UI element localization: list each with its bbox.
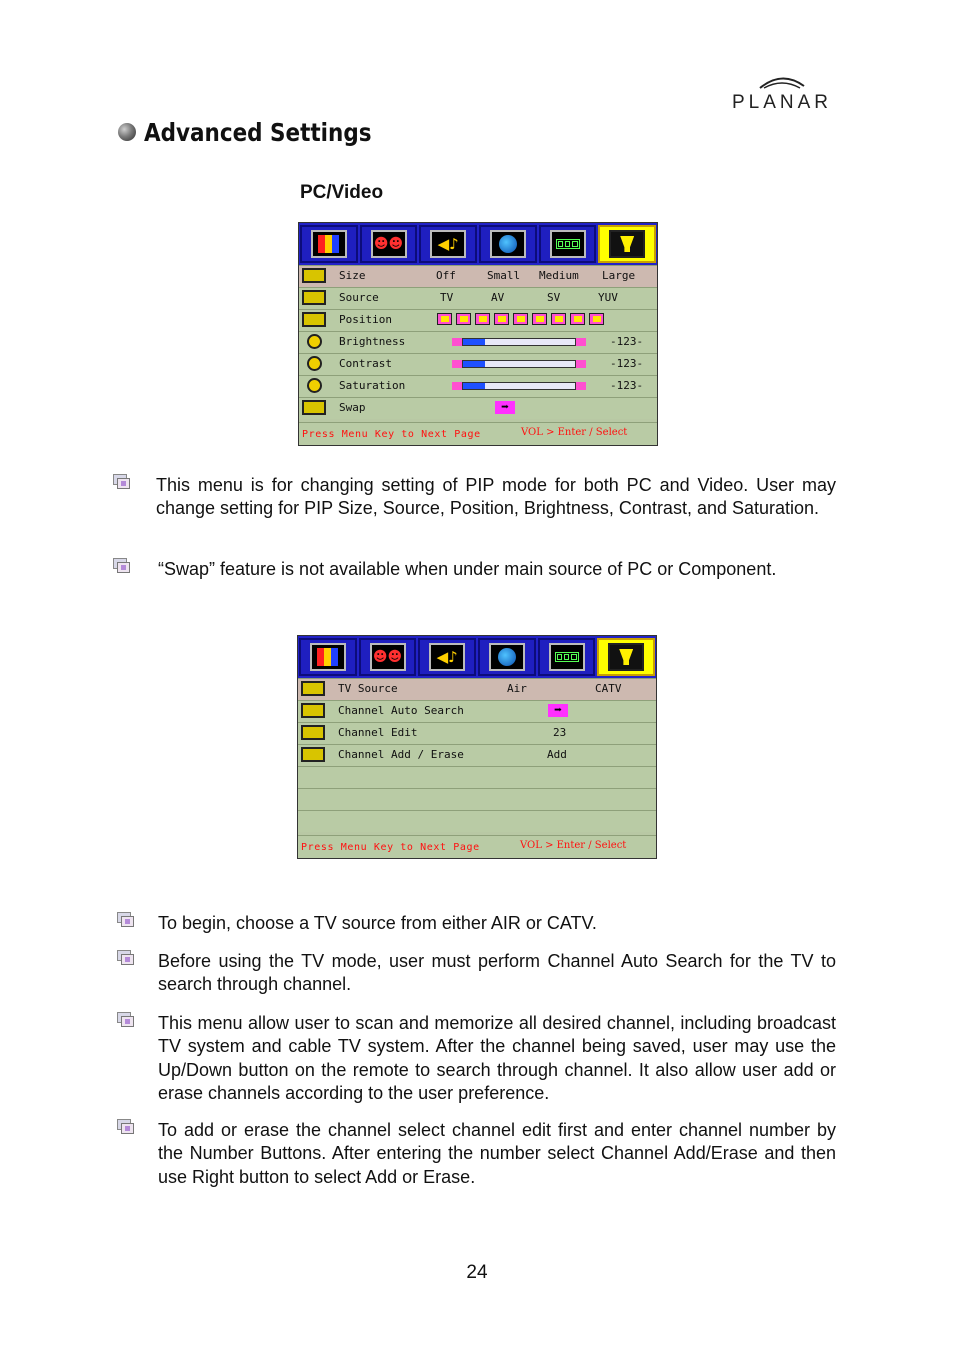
logo-arc-icon: [758, 76, 806, 90]
subheading: PC/Video: [300, 182, 384, 203]
globe-icon: [498, 648, 516, 666]
osd-tab-bar: [298, 636, 656, 678]
tab-users[interactable]: [359, 638, 417, 676]
bullet-icon: [117, 950, 135, 966]
page-number: 24: [466, 1262, 488, 1283]
position-icon: [302, 312, 326, 327]
tab-advanced[interactable]: [598, 225, 656, 263]
position-option-icon[interactable]: [551, 313, 566, 325]
enter-arrow-icon[interactable]: ➡: [548, 704, 568, 717]
tab-audio[interactable]: [419, 225, 477, 263]
osd-footer: [299, 422, 657, 445]
tab-advanced[interactable]: [597, 638, 655, 676]
menu-row-size[interactable]: [299, 265, 657, 287]
logo-text: PLANAR: [731, 92, 833, 113]
bullet-icon: [113, 558, 131, 574]
source-icon: [302, 290, 326, 305]
bullet-text: This menu is for changing setting of PIP mode for both PC and Video. User may change setting for PIP Size, Source, Position, Brightness, Contrast, and Saturation.: [156, 475, 836, 519]
position-options: [437, 313, 604, 325]
contrast-slider[interactable]: [452, 360, 586, 368]
position-option-icon[interactable]: [456, 313, 471, 325]
saturation-value: -123-: [610, 379, 644, 392]
tab-audio[interactable]: [418, 638, 476, 676]
size-icon: [302, 268, 326, 283]
bullet-text: This menu allow user to scan and memorize all desired channel, including broadcast TV system and cable TV system. After the channel being saved, user may use the Up/Down button on the remote to search through channel. It also allow user add or erase channels according to the user preference.: [158, 1013, 836, 1103]
menu-row-saturation[interactable]: [299, 375, 657, 397]
add-erase-value[interactable]: Add: [547, 748, 567, 761]
sphere-bullet-icon: [118, 123, 136, 141]
brightness-slider[interactable]: [452, 338, 586, 346]
bullet-text: “Swap” feature is not available when under main source of PC or Component.: [158, 559, 777, 579]
menu-row-contrast[interactable]: [299, 353, 657, 375]
option-small[interactable]: Small: [487, 269, 521, 282]
menu-row-brightness[interactable]: [299, 331, 657, 353]
option-sv[interactable]: SV: [547, 291, 561, 304]
pip-icon: [555, 652, 579, 662]
position-option-icon[interactable]: [589, 313, 604, 325]
people-icon: ☻☻: [372, 649, 403, 665]
osd-tab-bar: [299, 223, 657, 265]
channel-number[interactable]: 23: [553, 726, 567, 739]
osd-menu-tv: [297, 635, 657, 859]
menu-row-source[interactable]: [299, 287, 657, 309]
bullet-icon: [117, 1012, 135, 1028]
row-label: Contrast: [339, 357, 392, 370]
position-option-icon[interactable]: [494, 313, 509, 325]
menu-row-swap[interactable]: [299, 397, 657, 419]
row-label: Position: [339, 313, 392, 326]
tab-users[interactable]: [360, 225, 418, 263]
option-air[interactable]: Air: [507, 682, 527, 695]
page-title: Advanced Settings: [144, 117, 372, 147]
bullet-icon: [117, 912, 135, 928]
position-option-icon[interactable]: [570, 313, 585, 325]
section-heading: [118, 114, 409, 150]
globe-icon: [499, 235, 517, 253]
bullet-icon: [113, 474, 131, 490]
contrast-value: -123-: [610, 357, 644, 370]
row-label: Size: [339, 269, 366, 282]
tab-picture[interactable]: [299, 638, 357, 676]
option-yuv[interactable]: YUV: [598, 291, 618, 304]
menu-row-empty: [298, 810, 656, 832]
tab-picture[interactable]: [300, 225, 358, 263]
position-option-icon[interactable]: [475, 313, 490, 325]
row-label: Channel Edit: [338, 726, 418, 739]
bullet-icon: [117, 1119, 135, 1135]
option-large[interactable]: Large: [602, 269, 636, 282]
planar-logo: [724, 76, 840, 116]
footer-controls: VOL > Enter / Select: [520, 840, 627, 851]
speaker-icon: ◀♪: [436, 647, 458, 666]
color-bars-icon: [317, 648, 338, 666]
brightness-icon: [307, 334, 322, 349]
option-medium[interactable]: Medium: [539, 269, 579, 282]
pip-icon: [556, 239, 580, 249]
position-option-icon[interactable]: [437, 313, 452, 325]
row-label: Saturation: [339, 379, 406, 392]
enter-arrow-icon[interactable]: ➡: [495, 401, 515, 414]
saturation-slider[interactable]: [452, 382, 586, 390]
menu-row-channel-auto-search[interactable]: [298, 700, 656, 722]
position-option-icon[interactable]: [532, 313, 547, 325]
speaker-icon: ◀♪: [437, 234, 459, 253]
menu-row-empty: [298, 788, 656, 810]
bullet-text: To begin, choose a TV source from either AIR or CATV.: [158, 913, 597, 933]
menu-row-channel-add-erase[interactable]: [298, 744, 656, 766]
saturation-icon: [307, 378, 322, 393]
option-off[interactable]: Off: [436, 269, 456, 282]
row-label: Source: [339, 291, 379, 304]
osd-footer: [298, 835, 656, 858]
option-catv[interactable]: CATV: [595, 682, 622, 695]
row-label: TV Source: [338, 682, 398, 695]
contrast-icon: [307, 356, 322, 371]
footer-hint: Press Menu Key to Next Page: [302, 429, 481, 440]
row-label: Channel Add / Erase: [338, 748, 464, 761]
row-label: Swap: [339, 401, 366, 414]
footer-hint: Press Menu Key to Next Page: [301, 842, 480, 853]
bullet-text: Before using the TV mode, user must perform Channel Auto Search for the TV to search through channel.: [158, 951, 836, 995]
people-icon: ☻☻: [373, 236, 404, 252]
advanced-icon: [620, 236, 634, 252]
channel-add-icon: [301, 747, 325, 762]
osd-menu-pc-video: [298, 222, 658, 446]
tab-pip[interactable]: [539, 225, 597, 263]
option-av[interactable]: AV: [491, 291, 505, 304]
bullet-text: To add or erase the channel select channel edit first and enter channel number by the Number Buttons. After entering the number select Channel Add/Erase and then use Right button to select Add or Erase.: [158, 1120, 836, 1187]
advanced-icon: [619, 649, 633, 665]
menu-row-position[interactable]: [299, 309, 657, 331]
option-tv[interactable]: TV: [440, 291, 454, 304]
menu-row-channel-edit[interactable]: [298, 722, 656, 744]
channel-edit-icon: [301, 725, 325, 740]
menu-row-tv-source[interactable]: [298, 678, 656, 700]
tab-language[interactable]: [479, 225, 537, 263]
tab-pip[interactable]: [538, 638, 596, 676]
brightness-value: -123-: [610, 335, 644, 348]
position-option-icon[interactable]: [513, 313, 528, 325]
footer-controls: VOL > Enter / Select: [521, 427, 628, 438]
menu-row-empty: [298, 766, 656, 788]
row-label: Channel Auto Search: [338, 704, 464, 717]
tv-source-icon: [301, 681, 325, 696]
color-bars-icon: [318, 235, 339, 253]
swap-icon: [302, 400, 326, 415]
tab-language[interactable]: [478, 638, 536, 676]
row-label: Brightness: [339, 335, 406, 348]
auto-search-icon: [301, 703, 325, 718]
